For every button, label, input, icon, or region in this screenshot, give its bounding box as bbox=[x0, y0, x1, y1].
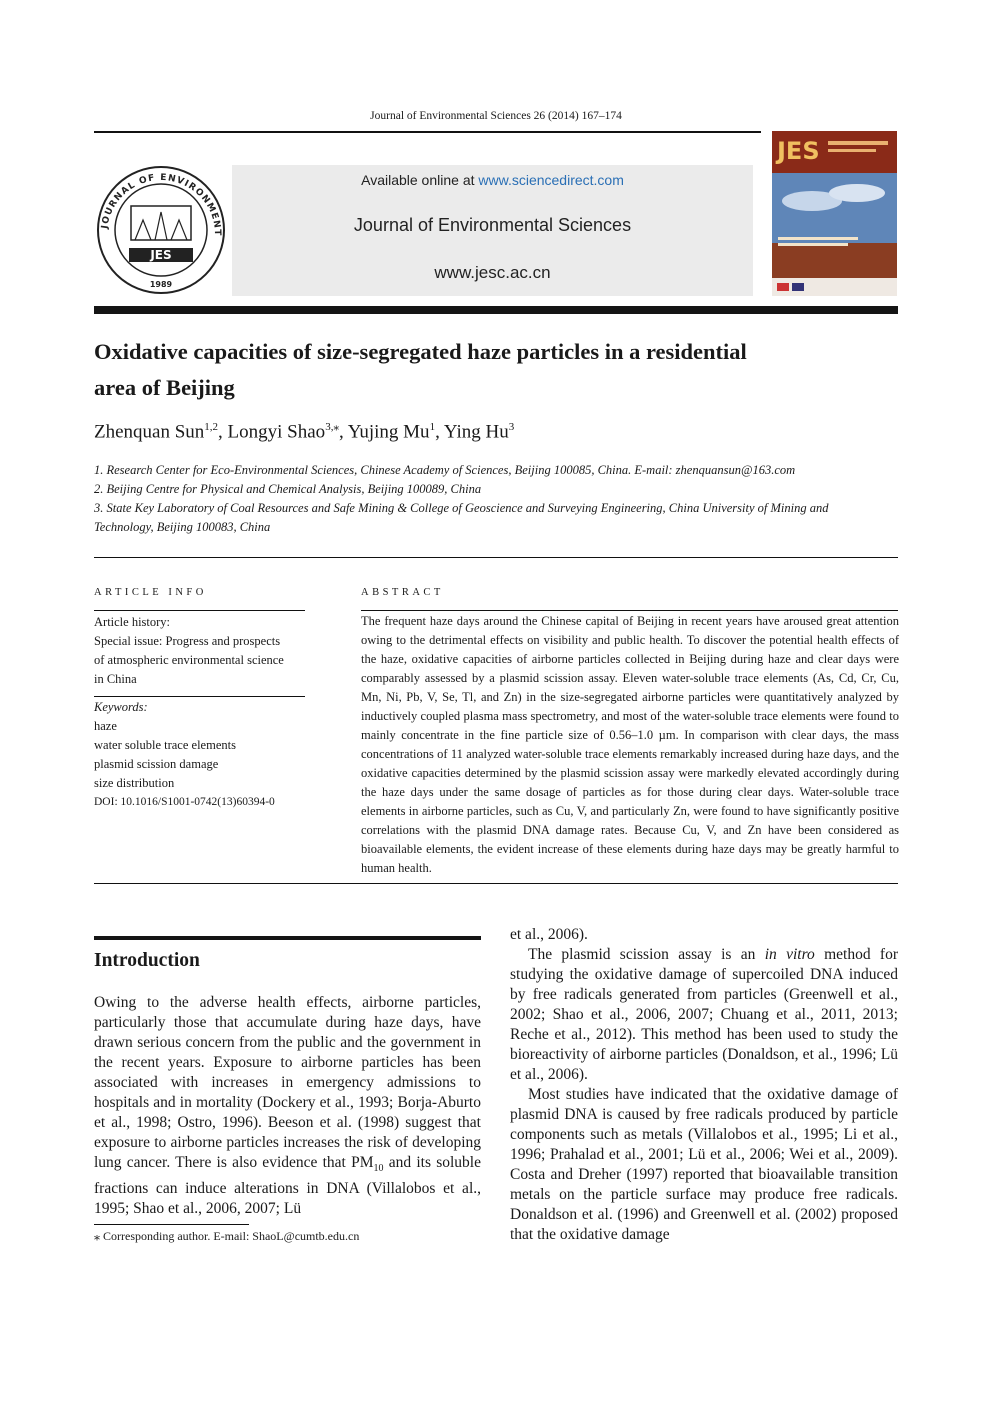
keywords-rule bbox=[94, 696, 305, 697]
affiliation-1: 1. Research Center for Eco-Environmental Sciences, Chinese Academy of Sciences, Beijing 100085, China. E-mail: zhenquansun@163.com bbox=[94, 463, 796, 477]
sciencedirect-link[interactable]: www.sciencedirect.com bbox=[478, 172, 624, 188]
affiliation-3: 3. State Key Laboratory of Coal Resources and Safe Mining & College of Geoscience and Surveying Engineering, China University of Mining and bbox=[94, 501, 829, 515]
intro-paragraph: et al., 2006). bbox=[510, 926, 588, 943]
intro-column-left bbox=[94, 993, 481, 1219]
footnote-rule bbox=[94, 1224, 249, 1225]
special-issue-line: Special issue: Progress and prospects bbox=[94, 634, 281, 648]
keywords-label: Keywords: bbox=[94, 700, 148, 714]
abstract-end-rule bbox=[94, 883, 898, 884]
svg-text:1989: 1989 bbox=[149, 280, 173, 289]
history-label: Article history: bbox=[94, 615, 171, 629]
author-affil-mark: 3,⁎ bbox=[325, 421, 339, 433]
special-issue-line: of atmospheric environmental science bbox=[94, 653, 284, 667]
intro-column-right bbox=[510, 925, 898, 1245]
affiliation-2: 2. Beijing Centre for Physical and Chemical Analysis, Beijing 100089, China bbox=[94, 482, 482, 496]
svg-text:JES: JES bbox=[150, 248, 172, 262]
introduction-heading: Introduction bbox=[94, 950, 200, 971]
abstract-rule bbox=[361, 610, 898, 611]
keyword: plasmid scission damage bbox=[94, 757, 219, 771]
journal-name: Journal of Environmental Sciences bbox=[353, 215, 632, 235]
svg-text:JES: JES bbox=[777, 137, 820, 165]
running-head: Journal of Environmental Sciences 26 (2014) 167–174 bbox=[370, 110, 622, 122]
author-list: Zhenquan Sun$^{1,2}$, Longyi Shao$^{3,⁎}$, Yujing Mu$^1$, Ying Hu$^3$ bbox=[94, 421, 515, 443]
availability-line: Available online at www.sciencedirect.com bbox=[361, 172, 624, 188]
affiliation-3-cont: Technology, Beijing 100083, China bbox=[94, 520, 271, 534]
doi[interactable]: DOI: 10.1016/S1001-0742(13)60394-0 bbox=[94, 796, 275, 808]
keywords-block bbox=[94, 698, 306, 812]
journal-url-link[interactable]: www.jesc.ac.cn bbox=[434, 263, 551, 282]
author-name: Zhenquan Sun bbox=[94, 421, 205, 443]
introduction-rule bbox=[94, 936, 481, 940]
intro-paragraph: Owing to the adverse health effects, airborne particles, particularly those that accumulate during haze days, have drawn serious concern from the public and the government in the recent years. Exposure to airborne particles has been associated with increases in emergency admissions to hospitals and in mortality (Dockery et al., 1993; Borja-Aburto et al., 1998; Ostro, 1996). Beeson et al. (1998) suggest that exposure to airborne particles increases the risk of developing lung cancer. There is also evidence that $PM_{10}$ and its soluble fractions can induce alterations in DNA (Villalobos et al., 1995; Shao et al., 2006, 2007; Lü bbox=[94, 994, 481, 1218]
author-affil-mark: 1,2 bbox=[204, 421, 219, 433]
keyword: haze bbox=[94, 719, 117, 733]
intro-paragraph: Most studies have indicated that the oxidative damage of plasmid DNA is caused by free radicals produced by particle components such as metals (Villalobos et al., 1995; Li et al., 1996; Prahalad et al., 2001; Lü et al., 2006; Wei et al., 2009). Costa and Dreher (1997) reported that bioavailable transition metals on the particle surface may produce free radicals. Donaldson et al. (1996) and Greenwell et al. (2002) proposed that the oxidative damage bbox=[510, 1086, 898, 1243]
journal-seal-logo bbox=[95, 164, 227, 296]
keyword: size distribution bbox=[94, 776, 175, 790]
title-line-1: Oxidative capacities of size-segregated haze particles in a residential bbox=[94, 339, 747, 364]
header-rule-top bbox=[94, 131, 761, 133]
svg-text:JOURNAL OF ENVIRONMENTAL SCIEN: JOURNAL OF ENVIRONMENT bbox=[100, 172, 223, 237]
special-issue-line: in China bbox=[94, 672, 137, 686]
author-affil-mark: 3 bbox=[508, 421, 515, 433]
affil-rule bbox=[94, 557, 898, 558]
article-info-label: ARTICLE INFO bbox=[94, 587, 207, 598]
article-info-rule bbox=[94, 610, 305, 611]
abstract-text: The frequent haze days around the Chinese capital of Beijing in recent years have aroused great attention owing to the detrimental effects on visibility and public health. To discover the potential health effects of the haze, oxidative capacities of airborne particles collected in Beijing during haze and clear days were comparably assessed by a plasmid scission assay. Eleven water-soluble trace elements (As, Cd, Cr, Cu, Mn, Ni, Pb, V, Se, Tl, and Zn) in the size-segregated airborne particles were quantitatively analyzed by inductively coupled plasma mass spectrometry, and most of the water-soluble trace elements were found to mainly concentrate in the fine particle size of 0.56–1.0 µm. In comparison with clear days, the mass concentrations of 11 analyzed water-soluble trace elements remarkably increased during haze days, and the oxidative capacities determined by the plasmid scission assay were markedly elevated accordingly during the haze days under the same dosage of particles as for those during clear days. Water-soluble trace elements in airborne particles, such as Cu, V, and particularly Zn, were found to have significantly positive correlations with the plasmid DNA damage rates. Because Cu, V, and Zn have been considered as bioavailable elements, the evident increase of these elements during haze days may be greatly harmful to human health. bbox=[361, 614, 899, 875]
article-history bbox=[94, 613, 306, 689]
journal-masthead bbox=[232, 165, 753, 296]
article-title bbox=[94, 334, 874, 406]
corresponding-author-footnote: ⁎ Corresponding author. E-mail: ShaoL@cumtb.edu.cn bbox=[94, 1229, 360, 1243]
journal-cover-image bbox=[772, 131, 897, 296]
keyword: water soluble trace elements bbox=[94, 738, 236, 752]
title-line-2: area of Beijing bbox=[94, 375, 235, 400]
author-affil-mark: 1 bbox=[429, 421, 436, 433]
author-name: Longyi Shao bbox=[227, 421, 326, 443]
author-name: Ying Hu bbox=[443, 421, 509, 443]
author-name: Yujing Mu bbox=[347, 421, 430, 443]
abstract-label: ABSTRACT bbox=[361, 587, 444, 598]
intro-paragraph: The plasmid scission assay is an in vitro method for studying the oxidative damage of supercoiled DNA induced by free radicals generated from particles (Greenwell et al., 2002; Shao et al., 2006, 2007; Chuang et al., 2011, 2013; Reche et al., 2012). This method has been used to study the bioreactivity of airborne particles (Donaldson, et al., 1996; Lü et al., 2006). bbox=[510, 946, 898, 1083]
header-rule-bottom bbox=[94, 306, 898, 314]
